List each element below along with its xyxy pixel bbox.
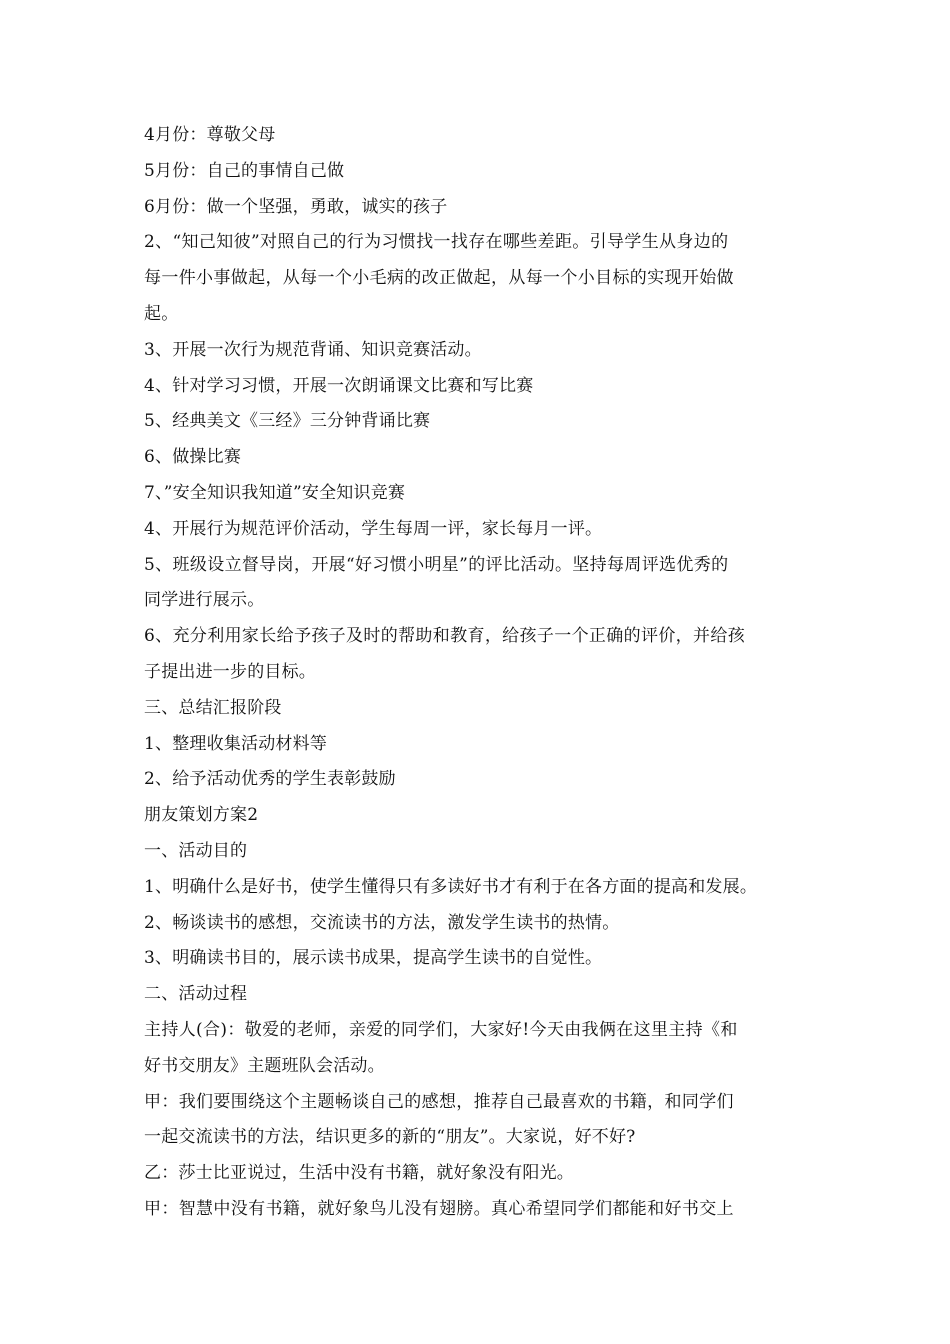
- text-line: 2、畅谈读书的感想，交流读书的方法，激发学生读书的热情。: [144, 912, 620, 933]
- text-line: 6、做操比赛: [144, 447, 242, 468]
- text-line: 6、充分利用家长给予孩子及时的帮助和教育，给孩子一个正确的评价，并给孩: [144, 626, 746, 647]
- text-line: 3、开展一次行为规范背诵、知识竞赛活动。: [144, 339, 482, 360]
- text-line: 好书交朋友》主题班队会活动。: [144, 1055, 385, 1076]
- text-line: 每一件小事做起，从每一个小毛病的改正做起，从每一个小目标的实现开始做: [144, 268, 734, 289]
- text-line: 起。: [144, 303, 179, 324]
- text-line: 甲：智慧中没有书籍，就好象鸟儿没有翅膀。真心希望同学们都能和好书交上: [144, 1198, 734, 1219]
- text-line: 5、经典美文《三经》三分钟背诵比赛: [144, 411, 431, 432]
- text-line: 主持人(合)：敬爱的老师，亲爱的同学们，大家好!今天由我俩在这里主持《和: [144, 1019, 738, 1040]
- text-line: 子提出进一步的目标。: [144, 661, 316, 682]
- text-line: 4、开展行为规范评价活动，学生每周一评，家长每月一评。: [144, 518, 603, 539]
- section-heading: 二、活动过程: [144, 984, 248, 1005]
- text-line: 5、班级设立督导岗，开展“好习惯小明星”的评比活动。坚持每周评选优秀的: [144, 554, 729, 575]
- text-line: 2、“知己知彼”对照自己的行为习惯找一找存在哪些差距。引导学生从身边的: [144, 232, 729, 253]
- text-line: 乙：莎士比亚说过，生活中没有书籍，就好象没有阳光。: [144, 1163, 574, 1184]
- text-line: 同学进行展示。: [144, 590, 265, 611]
- text-line: 一起交流读书的方法，结识更多的新的“朋友”。大家说，好不好?: [144, 1127, 636, 1148]
- text-line: 7、”安全知识我知道”安全知识竞赛: [144, 482, 406, 503]
- text-line: 1、整理收集活动材料等: [144, 733, 328, 754]
- section-heading: 一、活动目的: [144, 840, 248, 861]
- text-line: 4月份：尊敬父母: [144, 125, 276, 145]
- document-title: 朋友策划方案2: [144, 805, 259, 826]
- section-heading: 三、总结汇报阶段: [144, 697, 282, 718]
- text-line: 甲：我们要围绕这个主题畅谈自己的感想，推荐自己最喜欢的书籍，和同学们: [144, 1091, 734, 1112]
- document-body: [144, 118, 824, 1228]
- text-line: 4、针对学习习惯，开展一次朗诵课文比赛和写比赛: [144, 375, 534, 396]
- text-line: 1、明确什么是好书，使学生懂得只有多读好书才有利于在各方面的提高和发展。: [144, 876, 758, 897]
- text-line: 3、明确读书目的，展示读书成果，提高学生读书的自觉性。: [144, 948, 603, 969]
- text-line: 5月份：自己的事情自己做: [144, 160, 345, 181]
- text-line: 2、给予活动优秀的学生表彰鼓励: [144, 769, 396, 790]
- text-line: 6月份：做一个坚强，勇敢，诚实的孩子: [144, 196, 448, 217]
